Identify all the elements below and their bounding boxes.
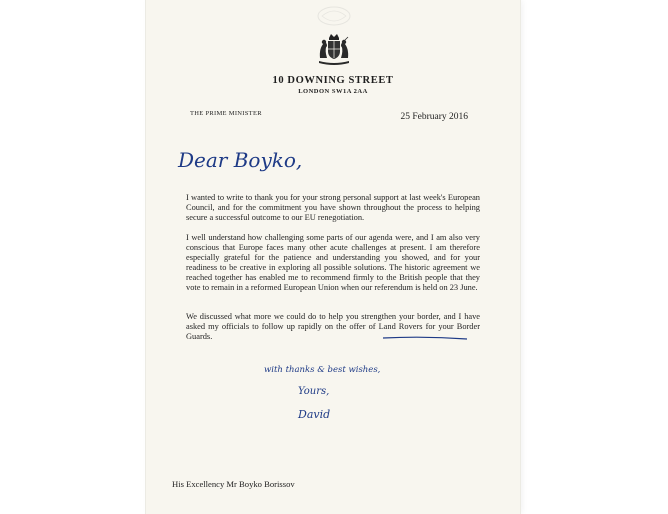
handwritten-salutation xyxy=(176,141,306,177)
letterhead-street: 10 DOWNING STREET xyxy=(272,75,394,86)
letter-page xyxy=(146,0,520,514)
handwritten-closing xyxy=(264,360,384,430)
handwritten-underline-mark xyxy=(382,335,468,341)
royal-coat-of-arms-icon xyxy=(316,32,352,66)
body-paragraph: We discussed what more we could do to help you strengthen your border, and I have asked my officials to follow up rapidly on the offer of Land Rovers for your Border Guards. xyxy=(186,312,480,342)
body-paragraph: I well understand how challenging some parts of our agenda were, and I am also very conscious that Europe faces many other acute challenges at present. I am therefore especially grateful for the patience and understanding you showed, and for your readiness to be creative in exploring all possible solutions. The historic agreement we reached together has enabled me to recommend firmly to the British people that they vote to remain in a reformed European Union when our referendum is held on 23 June. xyxy=(186,233,480,293)
body-paragraph: I wanted to write to thank you for your strong personal support at last week's European Council, and for the commitment you have shown throughout the process to helping secure a successful outcome to our EU renegotiation. xyxy=(186,193,480,223)
watermark-crest-icon xyxy=(304,4,364,28)
letterhead-city: LONDON SW1A 2AA xyxy=(298,88,368,95)
closing-line: with thanks & best wishes, xyxy=(264,365,381,375)
closing-yours: Yours, xyxy=(298,386,330,397)
salutation-text: Dear Boyko, xyxy=(178,148,303,172)
sender-title: THE PRIME MINISTER xyxy=(190,110,262,117)
letter-date: 25 February 2016 xyxy=(400,112,468,122)
signature: David xyxy=(298,408,331,421)
addressee-line: His Excellency Mr Boyko Borissov xyxy=(172,479,295,489)
